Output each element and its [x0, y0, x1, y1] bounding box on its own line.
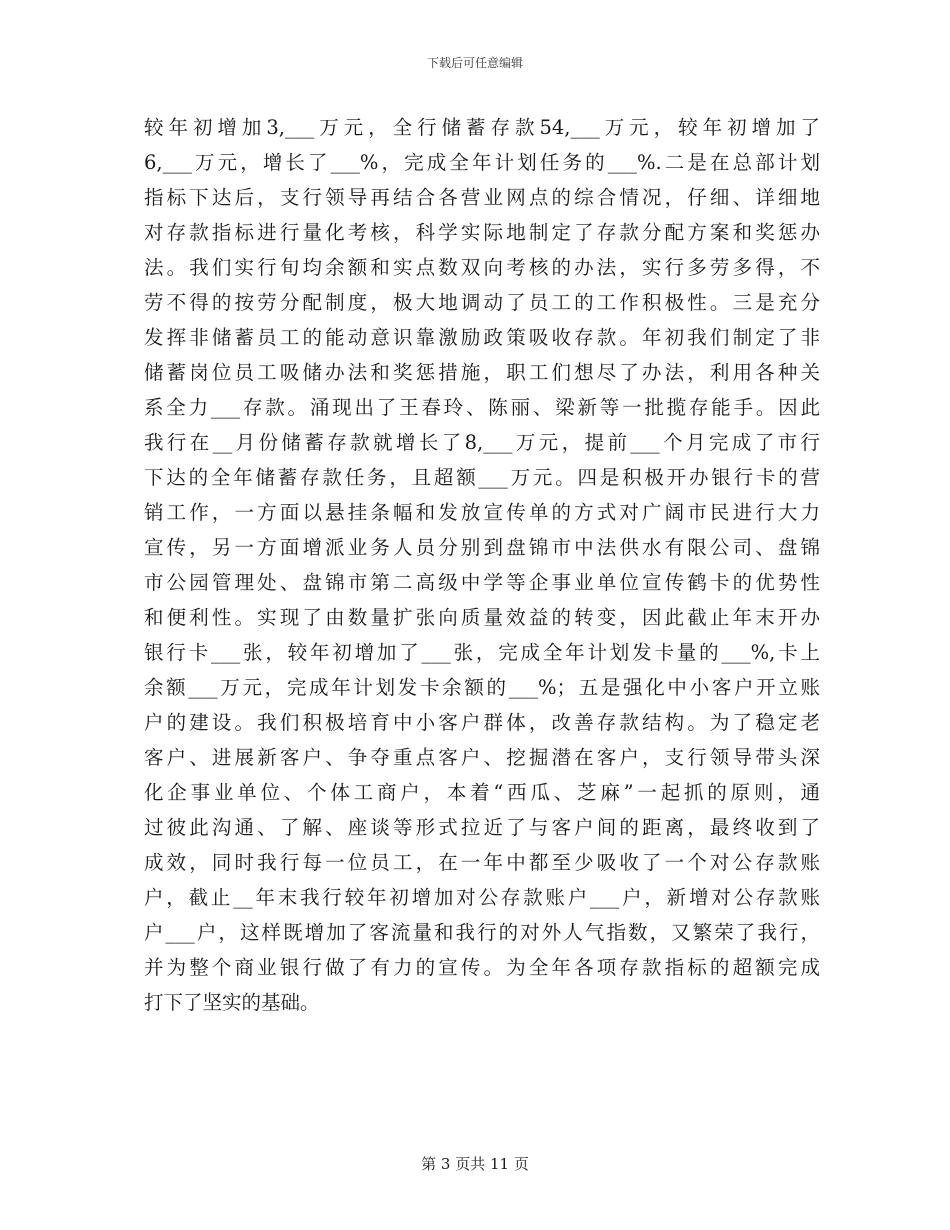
- body-line: 我行在__月份储蓄存款就增长了8,___万元，提前___个月完成了市行: [144, 431, 820, 454]
- body-line: 并为整个商业银行做了有力的宣传。为全年各项存款指标的超额完成: [144, 956, 820, 979]
- document-body: [144, 110, 820, 1020]
- body-line: 宣传，另一方面增派业务人员分别到盘锦市中法供水有限公司、盘锦: [144, 536, 820, 559]
- body-line: 指标下达后，支行领导再结合各营业网点的综合情况，仔细、详细地: [144, 186, 820, 209]
- page-header: 下载后可任意编辑: [426, 56, 523, 70]
- body-line: 户的建设。我们积极培育中小客户群体，改善存款结构。为了稳定老: [144, 711, 820, 734]
- body-line: 成效，同时我行每一位员工，在一年中都至少吸收了一个对公存款账: [144, 851, 820, 874]
- body-line: 法。我们实行旬均余额和实点数双向考核的办法，实行多劳多得，不: [144, 256, 820, 279]
- body-line: 市公园管理处、盘锦市第二高级中学等企事业单位宣传鹤卡的优势性: [144, 571, 820, 594]
- body-line: 户，截止__年末我行较年初增加对公存款账户___户，新增对公存款账: [144, 886, 820, 909]
- body-line: 对存款指标进行量化考核，科学实际地制定了存款分配方案和奖惩办: [144, 221, 820, 244]
- body-line: 和便利性。实现了由数量扩张向质量效益的转变，因此截止年末开办: [144, 606, 820, 629]
- body-line: 下达的全年储蓄存款任务，且超额___万元。四是积极开办银行卡的营: [144, 466, 820, 489]
- body-line: 发挥非储蓄员工的能动意识靠激励政策吸收存款。年初我们制定了非: [144, 326, 820, 349]
- body-line: 较年初增加3,___万元，全行储蓄存款54,___万元，较年初增加了: [144, 116, 820, 139]
- body-line: 储蓄岗位员工吸储办法和奖惩措施，职工们想尽了办法，利用各种关: [144, 361, 820, 384]
- body-line: 余额___万元，完成年计划发卡余额的___%；五是强化中小客户开立账: [144, 676, 820, 699]
- body-line: 化企事业单位、个体工商户，本着“西瓜、芝麻”一起抓的原则，通: [144, 781, 820, 804]
- body-line: 客户、进展新客户、争夺重点客户、挖掘潜在客户，支行领导带头深: [144, 746, 820, 769]
- body-line: 6,___万元，增长了___%，完成全年计划任务的___%.二是在总部计划: [144, 151, 820, 174]
- body-line: 劳不得的按劳分配制度，极大地调动了员工的工作积极性。三是充分: [144, 291, 820, 314]
- page-number: 第 3 页共 11 页: [421, 1155, 529, 1173]
- body-line: 系全力___存款。涌现出了王春玲、陈丽、梁新等一批揽存能手。因此: [144, 396, 820, 419]
- body-line: 过彼此沟通、了解、座谈等形式拉近了与客户间的距离，最终收到了: [144, 816, 820, 839]
- body-line: 银行卡___张，较年初增加了___张，完成全年计划发卡量的___%,卡上: [144, 641, 820, 664]
- body-line-last: 打下了坚实的基础。: [144, 991, 320, 1014]
- body-line: 销工作，一方面以悬挂条幅和发放宣传单的方式对广阔市民进行大力: [144, 501, 820, 524]
- body-line: 户___户，这样既增加了客流量和我行的对外人气指数，又繁荣了我行，: [144, 921, 820, 944]
